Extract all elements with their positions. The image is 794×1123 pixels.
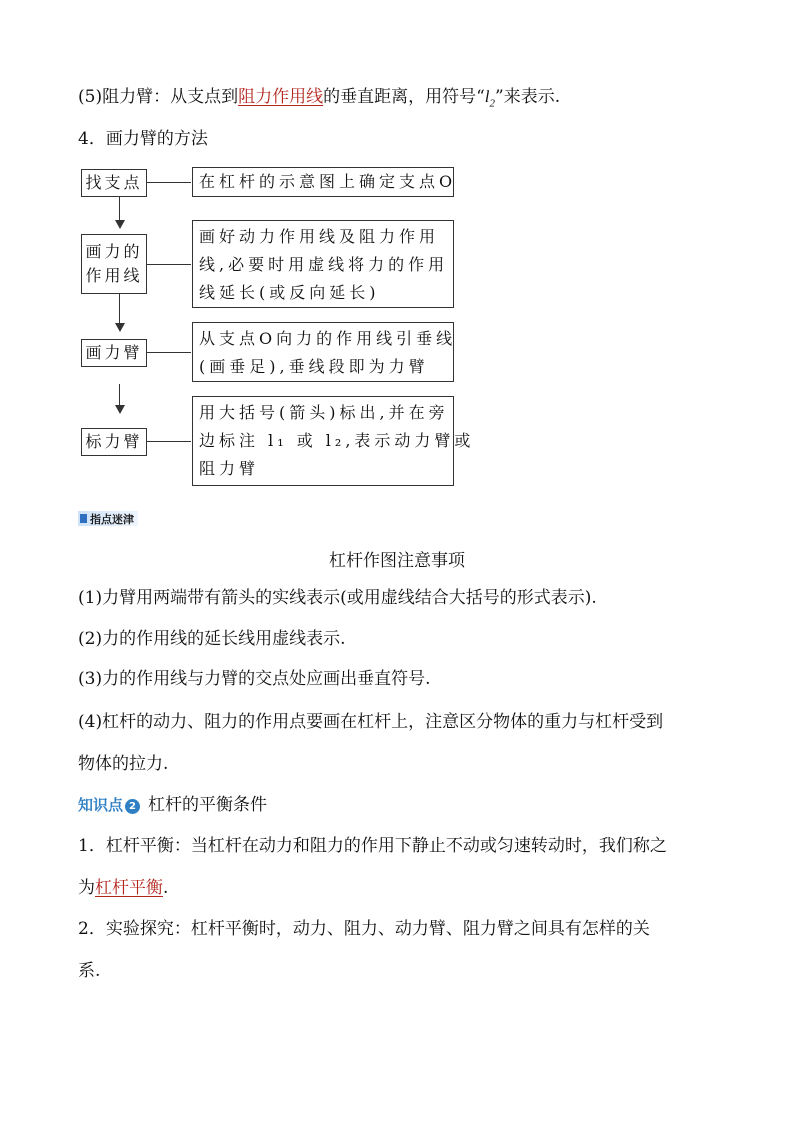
connector-dash xyxy=(147,352,191,353)
note-item: (2)力的作用线的延长线用虚线表示. xyxy=(78,629,346,649)
step-draw-arm: 画力臂 xyxy=(81,339,147,367)
arrow-line xyxy=(119,384,120,406)
connector-dash xyxy=(147,441,191,442)
experiment-question: 2．实验探究：杠杆平衡时，动力、阻力、动力臂、阻力臂之间具有怎样的关 xyxy=(78,919,650,939)
desc-draw-arm: 从支点O向力的作用线引垂线 (画垂足),垂线段即为力臂 xyxy=(192,322,454,382)
connector-dash xyxy=(147,182,191,183)
note-item: (4)杠杆的动力、阻力的作用点要画在杠杆上，注意区分物体的重力与杠杆受到 xyxy=(78,712,664,732)
notes-title: 杠杆作图注意事项 xyxy=(329,551,465,571)
arrow-down-icon xyxy=(115,220,125,229)
desc-draw-force-line: 画好动力作用线及阻力作用 线,必要时用虚线将力的作用 线延长(或反向延长) xyxy=(192,220,454,308)
knowledge-point-heading: 知识点 2 杠杆的平衡条件 xyxy=(78,795,268,815)
number-badge: 2 xyxy=(125,799,140,814)
badge-marker-icon xyxy=(80,514,87,523)
arrow-down-icon xyxy=(115,323,125,332)
balance-definition-cont: 为杠杆平衡. xyxy=(78,878,169,898)
experiment-question-cont: 系. xyxy=(78,961,101,981)
note-item: (3)力的作用线与力臂的交点处应画出垂直符号. xyxy=(78,669,431,689)
arrow-line xyxy=(119,294,120,324)
resistance-line-answer: 阻力作用线 xyxy=(238,87,324,107)
note-item: 物体的拉力. xyxy=(78,754,169,774)
tip-badge: 指点迷津 xyxy=(78,511,138,526)
arrow-down-icon xyxy=(115,405,125,414)
balance-definition: 1．杠杆平衡：当杠杆在动力和阻力的作用下静止不动或匀速转动时，我们称之 xyxy=(78,836,667,856)
step-draw-force-line: 画力的 作用线 xyxy=(81,234,147,294)
desc-label-arm: 用大括号(箭头)标出,并在旁 边标注 l₁ 或 l₂,表示动力臂或 阻力臂 xyxy=(192,396,454,486)
symbol-l2: $l_2$ xyxy=(484,87,496,110)
resistance-arm-definition: (5)阻力臂：从支点到阻力作用线的垂直距离，用符号“$l_2$”来表示. xyxy=(78,87,561,110)
arrow-line xyxy=(119,197,120,221)
lever-balance-answer: 杠杆平衡 xyxy=(95,878,163,898)
desc-find-fulcrum: 在杠杆的示意图上确定支点O xyxy=(192,167,454,197)
step-label-arm: 标力臂 xyxy=(81,428,147,456)
connector-dash xyxy=(147,264,191,265)
step-find-fulcrum: 找支点 xyxy=(81,169,147,197)
note-item: (1)力臂用两端带有箭头的实线表示(或用虚线结合大括号的形式表示). xyxy=(78,588,597,608)
section-4-title: 4．画力臂的方法 xyxy=(78,129,208,149)
